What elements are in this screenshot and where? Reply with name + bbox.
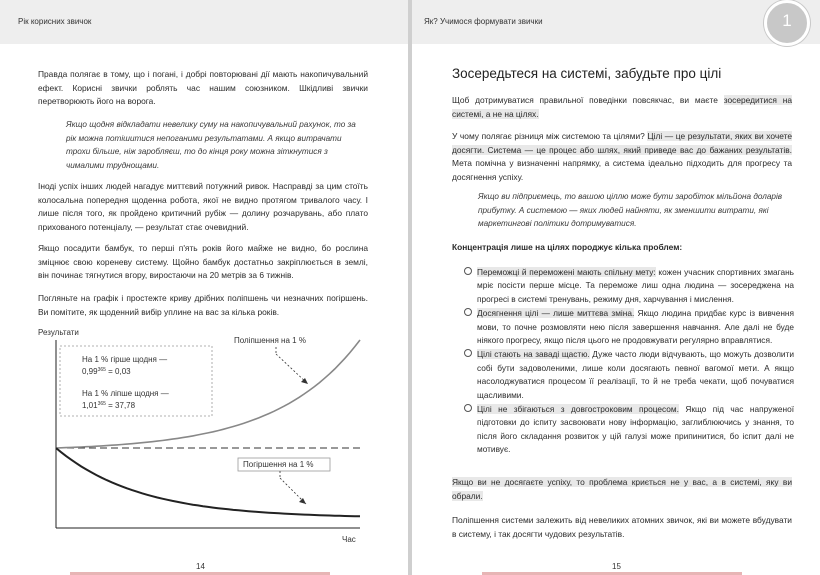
paragraph: Поліпшення системи залежить від невеликих атомних звичок, які ви можете вбудувати в систему, і так досягти чудових результатів. — [452, 515, 792, 539]
page-number: 14 — [196, 562, 205, 571]
problem-list — [464, 266, 794, 458]
worse-formula-label: На 1 % гірше щодня — — [82, 355, 168, 364]
chapter-badge — [764, 0, 810, 46]
highlighted-text: Цілі — це результати, яких ви хочете досягти. Система — це процес або шлях, який приведе вас до бажаних результатів. — [452, 131, 792, 155]
left-page — [0, 0, 408, 575]
highlighted-text: Якщо ви не досягаєте успіху, то проблема криється не у вас, а в системі, яку ви обрали. — [452, 477, 792, 501]
running-header-title: Рік корисних звичок — [18, 17, 92, 26]
highlighted-text: зосередитися на системі, а не на цілях. — [452, 95, 792, 119]
paragraph — [452, 476, 792, 503]
paragraph: Якщо посадити бамбук, то перші п'ять років його майже не видно, бо рослина зміцнює свою кореневу систему. Щойно бамбук достатньо закріплюється в землі, він починає тягнутися вгору, виростаючи на 20 метрів за 6 тижнів. — [38, 243, 368, 281]
better-formula-label: На 1 % ліпше щодня — — [82, 389, 169, 398]
section-title: Зосередьтеся на системі, забудьте про цілі — [452, 66, 722, 81]
chapter-number: 1 — [782, 11, 792, 30]
subheading: Концентрація лише на цілях породжує кілька проблем: — [452, 242, 683, 252]
habit-growth-chart — [30, 320, 380, 546]
bullet-icon — [464, 404, 472, 412]
quote: Якщо щодня відкладати невелику суму на накопичувальний рахунок, то за рік можна потішитися непоганими результатами. А якщо витрачати трохи більше, ніж заробляєш, то до кінця року можна зіткнутися з чималими труднощами. — [66, 120, 356, 170]
paragraph: У чому полягає різниця між системою та цілями? Цілі — це результати, яких ви хочете досягти. Система — це процес або шлях, який приведе вас до бажаних результатів. Мета помічна у визначенні напрямку, а система ідеально підходить для прогресу та досягнення успіху. — [452, 131, 792, 182]
running-header — [412, 0, 820, 44]
worse-formula: $0,99^{365} = 0,03$ — [82, 367, 131, 376]
legend-better-label: Поліпшення на 1 % — [234, 336, 306, 345]
paragraph: Погляньте на графік і простежте криву дрібних поліпшень чи незначних погіршень. Ви помітите, як щоденний вибір уплине на вас за кілька років. — [38, 293, 368, 317]
paragraph: Іноді успіх інших людей нагадує миттєвий потужний ривок. Насправді за цим стоїть колосальна попередня щоденна робота, якої не видно протягом тривалого часу. І лише після того, як пройдено критичний рубіж — долину розчарувань, або плато прихованого потенціалу, — результат стає очевидний. — [38, 181, 368, 232]
right-page — [412, 0, 820, 575]
paragraph: Щоб дотримуватися правильної поведінки повсякчас, ви маєте зосередитися на системі, а не на цілях. — [452, 95, 792, 119]
page-number: 15 — [612, 562, 621, 571]
legend-worse-label: Погіршення на 1 % — [243, 460, 314, 469]
list-item: Досягнення цілі — лише миттєва зміна. Якщо людина придбає курс із вивчення мови, то почне розмовляти нею після завершення навчання. Але далі не буде ніякого прогресу, якщо після цього не продовжувати регулярно вправлятися. — [464, 307, 794, 347]
x-axis-label: Час — [342, 535, 356, 544]
bullet-icon — [464, 267, 472, 275]
paragraph: Правда полягає в тому, що і погані, і добрі повторювані дії мають накопичувальний ефект. Корисні звички роблять час нашим союзником. Шкідливі звички перетворюють його на ворога. — [38, 69, 368, 107]
callout-arrow-worse — [299, 498, 306, 504]
list-item: Цілі стають на заваді щастю. Дуже часто люди відчувають, що можуть дозволити собі бути задоволеними, лише коли досягають певної вагомої мети. А якщо насолоджуватися процесом її реалізації, то й не треба чекати, щоб почуватися щасливими. — [464, 348, 794, 402]
list-item: Переможці й переможені мають спільну мету: кожен учасник спортивних змагань мріє посісти перше місце. Та переможе лиш одна людина — зосереджена на прогресі в системі тренувань, режиму дня, харчування і мислення. — [464, 266, 794, 306]
y-axis-label: Результати — [38, 328, 79, 337]
quote: Якщо ви підприємець, то вашою ціллю може бути заробіток мільйона доларів прибутку. А системою — яких людей найняти, як зменшити витрати, які маркетингові політики дотримуватися. — [478, 192, 783, 229]
bullet-icon — [464, 308, 472, 316]
bullet-icon — [464, 349, 472, 357]
list-item: Цілі не збігаються з довгостроковим процесом. Якщо під час напруженої підготовки до іспиту засвоювати нову інформацію, заглиблюючись у знання, то після його складання розвиток у цій галузі може припинитися, бо іспит далі не мотивує. — [464, 403, 794, 457]
better-formula: $1,01^{365} = 37,78$ — [82, 401, 136, 410]
callout-line-better — [276, 354, 308, 384]
running-header — [0, 0, 408, 44]
running-header-title: Як? Учимося формувати звички — [424, 17, 543, 26]
